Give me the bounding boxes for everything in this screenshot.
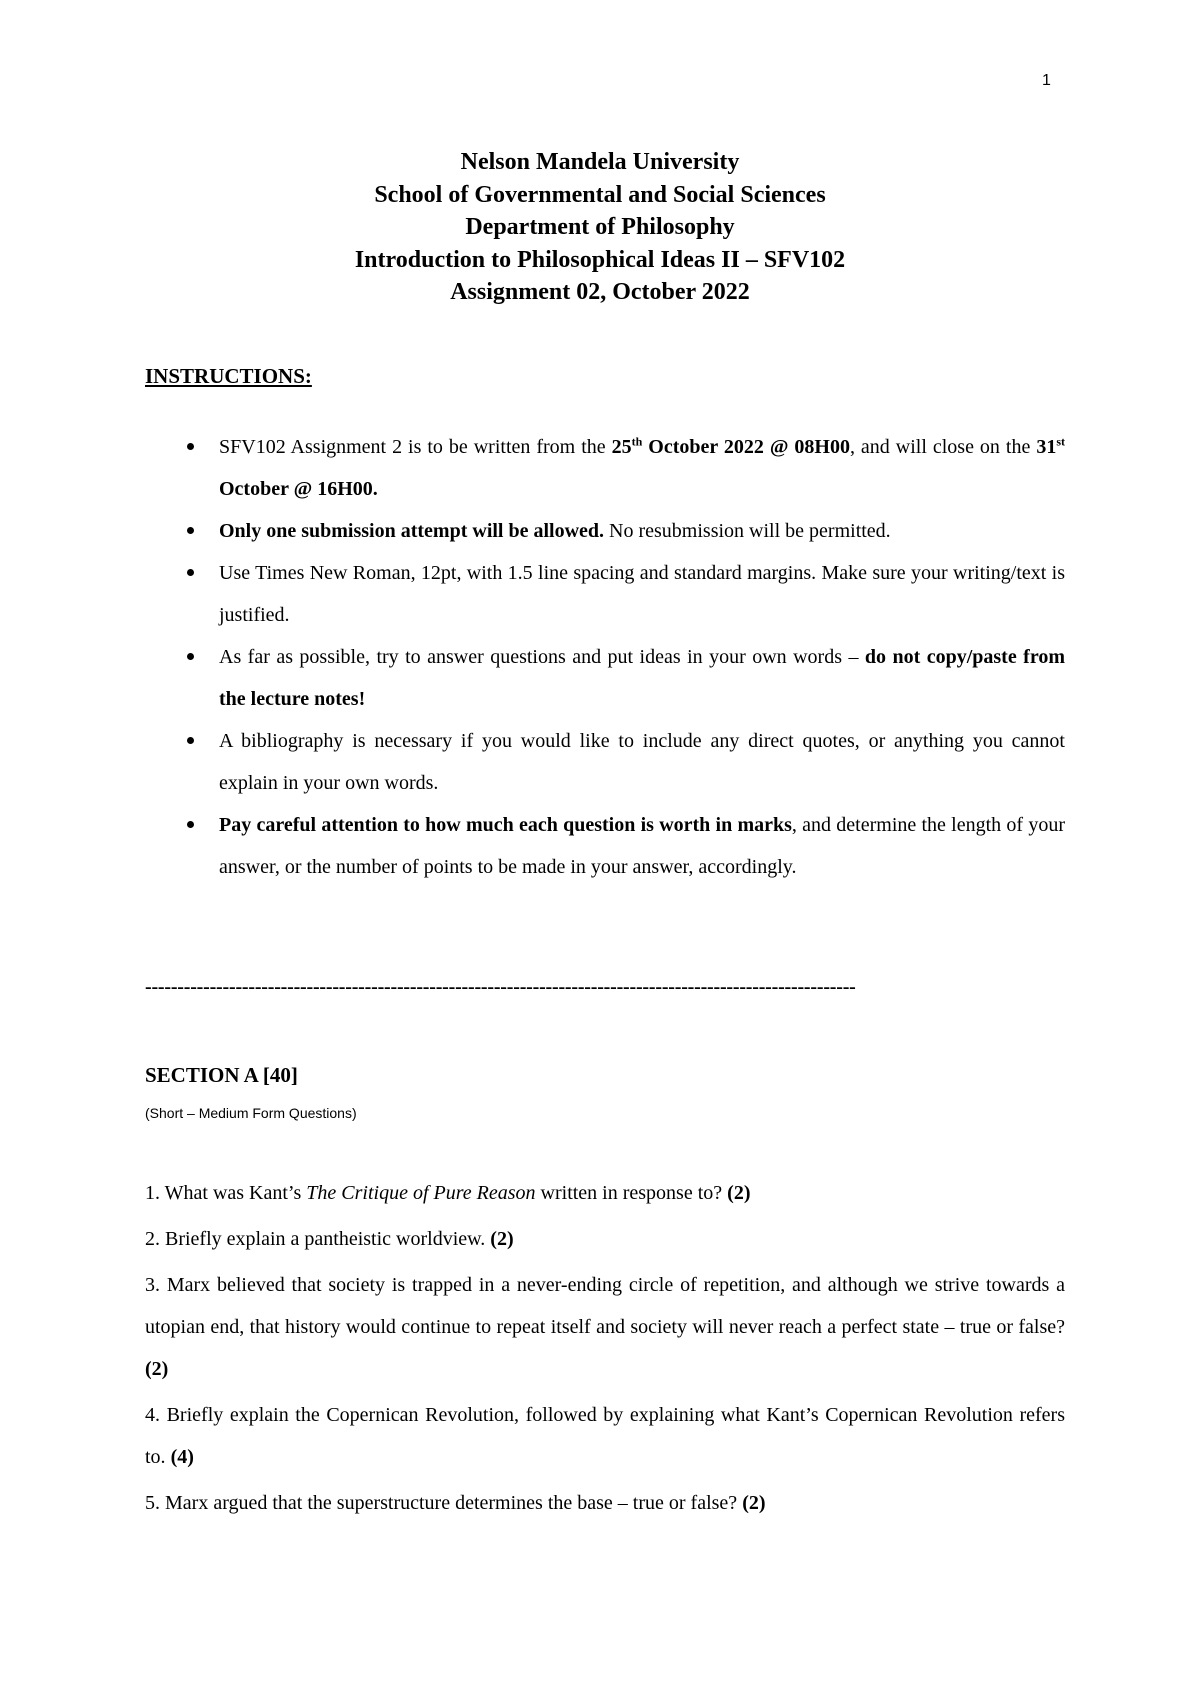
question-item: 1. What was Kant’s The Critique of Pure Reason written in response to? (2) — [145, 1182, 751, 1204]
school-name: School of Governmental and Social Sciences — [374, 181, 826, 208]
instruction-item: SFV102 Assignment 2 is to be written from the 25th October 2022 @ 08H00, and will close on the 31st October @ 16H00. — [145, 426, 1065, 510]
question-item: 2. Briefly explain a pantheistic worldview. (2) — [145, 1228, 514, 1250]
section-a-title: SECTION A [40] — [145, 1063, 298, 1087]
instruction-item: Only one submission attempt will be allowed. No resubmission will be permitted. — [145, 510, 1065, 552]
course-title: Introduction to Philosophical Ideas II – SFV102 — [354, 246, 846, 273]
instruction-item: A bibliography is necessary if you would like to include any direct quotes, or anything you cannot explain in your own words. — [145, 720, 1065, 804]
instructions-list — [145, 426, 1065, 888]
question-item: 3. Marx believed that society is trapped in a never-ending circle of repetition, and although we strive towards a utopian end, that history would continue to repeat itself and society will never reach a perfect state – true or false? (2) — [145, 1274, 1065, 1380]
page-number: 1 — [1042, 72, 1051, 89]
university-name: Nelson Mandela University — [460, 149, 740, 175]
document-header — [145, 146, 1055, 309]
assignment-title: Assignment 02, October 2022 — [450, 279, 750, 305]
department-name: Department of Philosophy — [465, 214, 735, 240]
instruction-item: Use Times New Roman, 12pt, with 1.5 line spacing and standard margins. Make sure your writing/text is justified. — [145, 552, 1065, 636]
question-item: 5. Marx argued that the superstructure determines the base – true or false? (2) — [145, 1492, 766, 1514]
section-a-subtitle: (Short – Medium Form Questions) — [145, 1105, 357, 1121]
question-item: 4. Briefly explain the Copernican Revolution, followed by explaining what Kant’s Copernican Revolution refers to. (4) — [145, 1404, 1065, 1468]
instructions-heading: INSTRUCTIONS: — [145, 364, 312, 388]
instruction-item: Pay careful attention to how much each question is worth in marks, and determine the length of your answer, or the number of points to be made in your answer, accordingly. — [145, 804, 1065, 888]
instruction-item: As far as possible, try to answer questions and put ideas in your own words – do not copy/paste from the lecture notes! — [145, 636, 1065, 720]
question-list — [145, 1172, 1065, 1528]
dashed-divider: -------------------------------------------------------------------------------------------------------------- — [145, 976, 856, 998]
